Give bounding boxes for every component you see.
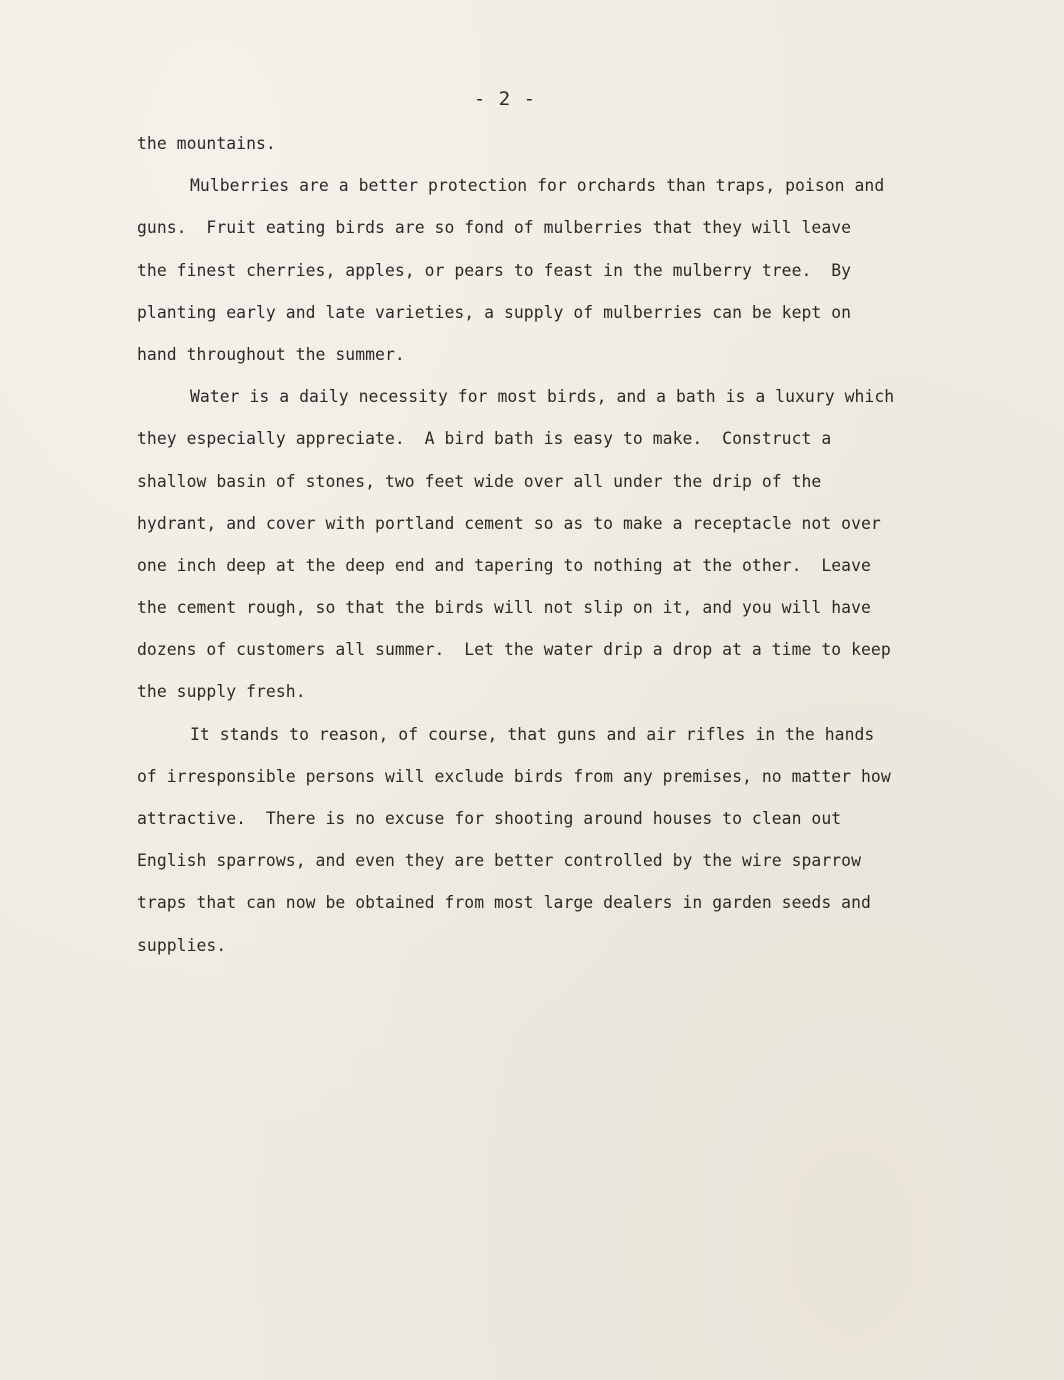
text-line: attractive. There is no excuse for shooting around houses to clean out <box>137 809 842 828</box>
text-line: the finest cherries, apples, or pears to feast in the mulberry tree. By <box>137 260 852 280</box>
text-line: shallow basin of stones, two feet wide over all under the drip of the <box>137 471 822 491</box>
text-line: guns. Fruit eating birds are so fond of mulberries that they will leave <box>137 218 852 238</box>
text-line: the mountains. <box>137 134 276 153</box>
text-line: one inch deep at the deep end and tapering to nothing at the other. Leave <box>137 555 871 575</box>
text-line: they especially appreciate. A bird bath is easy to make. Construct a <box>137 429 832 449</box>
text-line: supplies. <box>137 935 227 955</box>
text-line: the cement rough, so that the birds will not slip on it, and you will have <box>137 598 871 618</box>
text-line: hydrant, and cover with portland cement so as to make a receptacle not over <box>137 513 881 533</box>
text-line: traps that can now be obtained from most large dealers in garden seeds and <box>137 893 871 913</box>
text-line: English sparrows, and even they are better controlled by the wire sparrow <box>137 851 862 871</box>
text-line: planting early and late varieties, a supply of mulberries can be kept on <box>137 302 852 322</box>
text-line: the supply fresh. <box>137 682 306 702</box>
text-line: of irresponsible persons will exclude birds from any premises, no matter how <box>137 766 891 786</box>
page-number: - 2 - <box>473 88 537 110</box>
paragraph-first-line: Mulberries are a better protection for orchards than traps, poison and <box>190 176 885 196</box>
body-text <box>137 130 967 974</box>
paragraph-first-line: It stands to reason, of course, that guns and air rifles in the hands <box>190 724 875 744</box>
text-line: dozens of customers all summer. Let the water drip a drop at a time to keep <box>137 640 891 660</box>
paragraph-first-line: Water is a daily necessity for most birds, and a bath is a luxury which <box>190 387 895 407</box>
text-line: hand throughout the summer. <box>137 344 405 364</box>
